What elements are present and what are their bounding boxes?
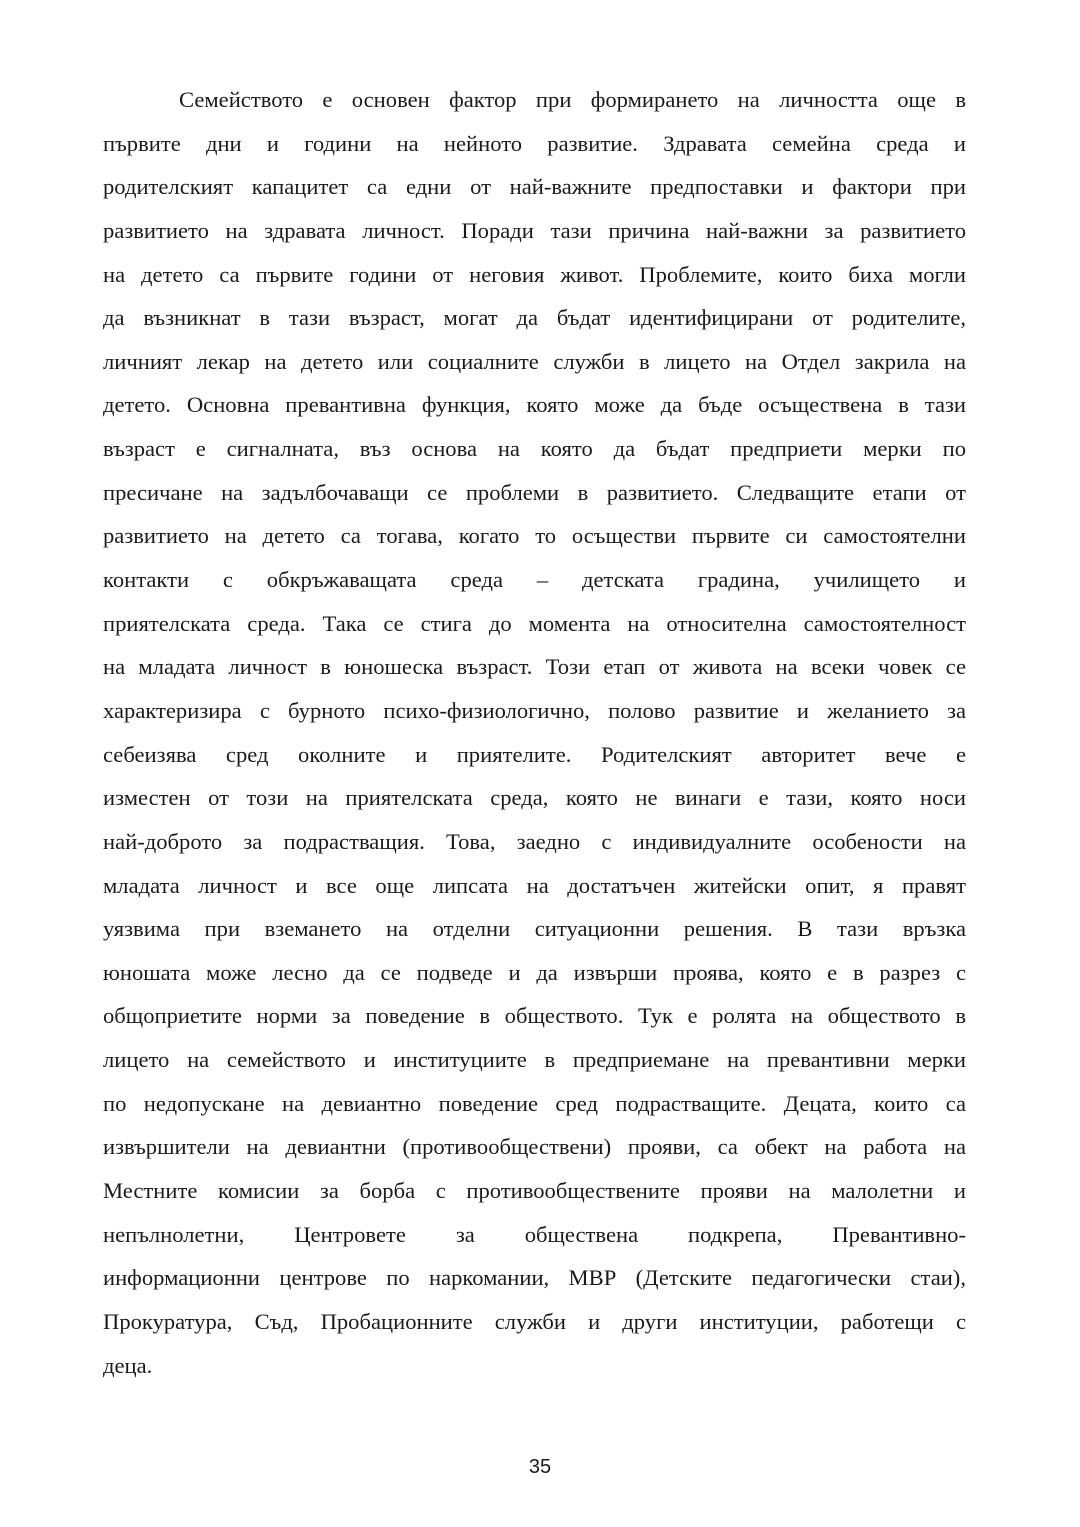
paragraph-line: по недопускане на девиантно поведение сред подрастващите. Децата, които са <box>103 1090 966 1116</box>
body-paragraph <box>103 78 966 1387</box>
paragraph-line: най-доброто за подрастващия. Това, заедно с индивидуалните особености на <box>103 828 966 854</box>
paragraph-line: изместен от този на приятелската среда, която не винаги е тази, която носи <box>103 785 966 811</box>
paragraph-line: общоприетите норми за поведение в обществото. Тук е ролята на обществото в <box>103 1003 966 1029</box>
paragraph-line: да възникнат в тази възраст, могат да бъдат идентифицирани от родителите, <box>103 305 966 331</box>
paragraph-line: Местните комисии за борба с противообществените прояви на малолетни и <box>103 1178 966 1204</box>
page-number: 35 <box>528 1456 552 1478</box>
paragraph-line: родителският капацитет са едни от най-важните предпоставки и фактори при <box>103 174 966 200</box>
paragraph-line: Прокуратура, Съд, Пробационните служби и други институции, работещи с <box>103 1308 966 1334</box>
paragraph-line: приятелската среда. Така се стига до момента на относителна самостоятелност <box>103 610 966 636</box>
paragraph-line: характеризира с бурното психо-физиологично, полово развитие и желанието за <box>103 697 966 723</box>
paragraph-line: извършители на девиантни (противообществени) прояви, са обект на работа на <box>103 1134 966 1160</box>
paragraph-line: възраст е сигналната, въз основа на която да бъдат предприети мерки по <box>103 436 966 462</box>
paragraph-line: контакти с обкръжаващата среда – детската градина, училището и <box>103 567 966 593</box>
paragraph-line: юношата може лесно да се подведе и да извърши проява, която е в разрез с <box>103 959 966 985</box>
paragraph-line: деца. <box>103 1352 153 1378</box>
paragraph-line: младата личност и все още липсата на достатъчен житейски опит, я правят <box>103 872 966 898</box>
paragraph-line: развитието на здравата личност. Поради тази причина най-важни за развитието <box>103 217 966 243</box>
paragraph-line: детето. Основна превантивна функция, която може да бъде осъществена в тази <box>103 392 966 418</box>
paragraph-line: Семейството е основен фактор при формирането на личността още в <box>179 87 966 112</box>
paragraph-line: развитието на детето са тогава, когато то осъществи първите си самостоятелни <box>103 523 966 549</box>
paragraph-line: пресичане на задълбочаващи се проблеми в развитието. Следващите етапи от <box>103 479 966 505</box>
paragraph-line: първите дни и години на нейното развитие. Здравата семейна среда и <box>103 130 966 156</box>
paragraph-line: информационни центрове по наркомании, МВР (Детските педагогически стаи), <box>103 1265 966 1291</box>
paragraph-line: себеизява сред околните и приятелите. Родителският авторитет вече е <box>103 741 966 767</box>
paragraph-line: уязвима при вземането на отделни ситуационни решения. В тази връзка <box>103 916 966 942</box>
paragraph-line: непълнолетни, Центровете за обществена подкрепа, Превантивно- <box>103 1221 966 1247</box>
paragraph-line: на детето са първите години от неговия живот. Проблемите, които биха могли <box>103 261 966 287</box>
paragraph-line: личният лекар на детето или социалните служби в лицето на Отдел закрила на <box>103 348 966 374</box>
paragraph-line: на младата личност в юношеска възраст. Този етап от живота на всеки човек се <box>103 654 966 680</box>
paragraph-line: лицето на семейството и институциите в предприемане на превантивни мерки <box>103 1047 966 1073</box>
